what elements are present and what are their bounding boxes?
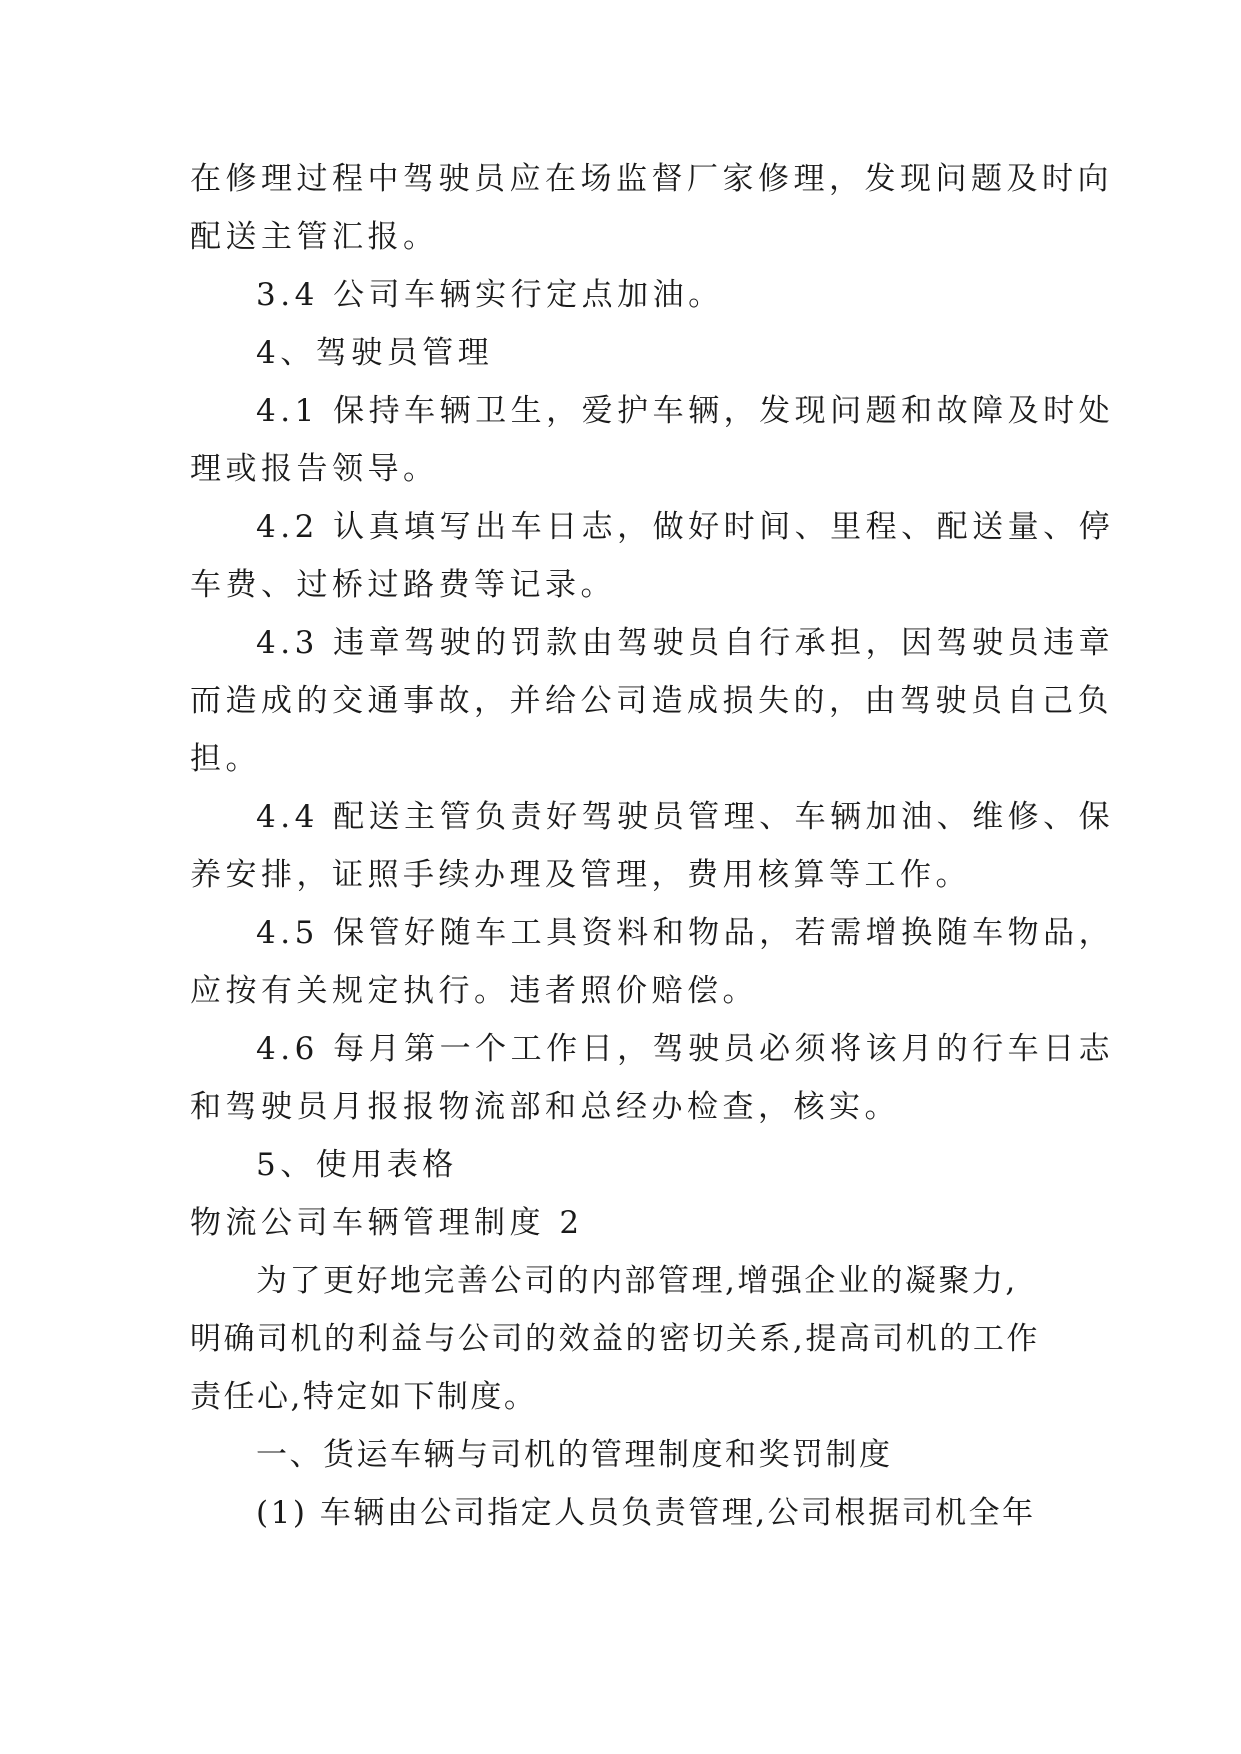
text-line: 在修理过程中驾驶员应在场监督厂家修理，发现问题及时向 (190, 161, 1113, 197)
text-line: 配送主管汇报。 (190, 219, 439, 255)
section-heading: 一、货运车辆与司机的管理制度和奖罚制度 (256, 1437, 893, 1473)
text-line: 3.4 公司车辆实行定点加油。 (256, 277, 724, 313)
text-line: 4.1 保持车辆卫生，爱护车辆，发现问题和故障及时处 (256, 393, 1115, 429)
text-line: 而造成的交通事故，并给公司造成损失的，由驾驶员自己负 (190, 683, 1113, 719)
text-line: 4.6 每月第一个工作日，驾驶员必须将该月的行车日志 (256, 1031, 1115, 1067)
document-title: 物流公司车辆管理制度 2 (190, 1205, 584, 1241)
text-line: 车费、过桥过路费等记录。 (190, 567, 616, 603)
text-line: 4.3 违章驾驶的罚款由驾驶员自行承担，因驾驶员违章 (256, 625, 1115, 661)
text-line: (1) 车辆由公司指定人员负责管理,公司根据司机全年 (256, 1495, 1036, 1531)
section-heading: 4、驾驶员管理 (256, 335, 494, 371)
text-line: 4.4 配送主管负责好驾驶员管理、车辆加油、维修、保 (256, 799, 1115, 835)
text-line: 担。 (190, 741, 261, 777)
text-line: 养安排，证照手续办理及管理，费用核算等工作。 (190, 857, 971, 893)
section-heading: 5、使用表格 (256, 1147, 458, 1183)
text-line: 理或报告领导。 (190, 451, 439, 487)
text-line: 4.5 保管好随车工具资料和物品，若需增换随车物品， (256, 915, 1115, 951)
text-line: 和驾驶员月报报物流部和总经办检查，核实。 (190, 1089, 900, 1125)
text-line: 为了更好地完善公司的内部管理,增强企业的凝聚力, (256, 1263, 1018, 1299)
document-body (190, 150, 1115, 1542)
text-line: 4.2 认真填写出车日志，做好时间、里程、配送量、停 (256, 509, 1115, 545)
text-line: 应按有关规定执行。违者照价赔偿。 (190, 973, 758, 1009)
text-line: 明确司机的利益与公司的效益的密切关系,提高司机的工作 (190, 1321, 1040, 1357)
text-line: 责任心,特定如下制度。 (190, 1379, 538, 1415)
